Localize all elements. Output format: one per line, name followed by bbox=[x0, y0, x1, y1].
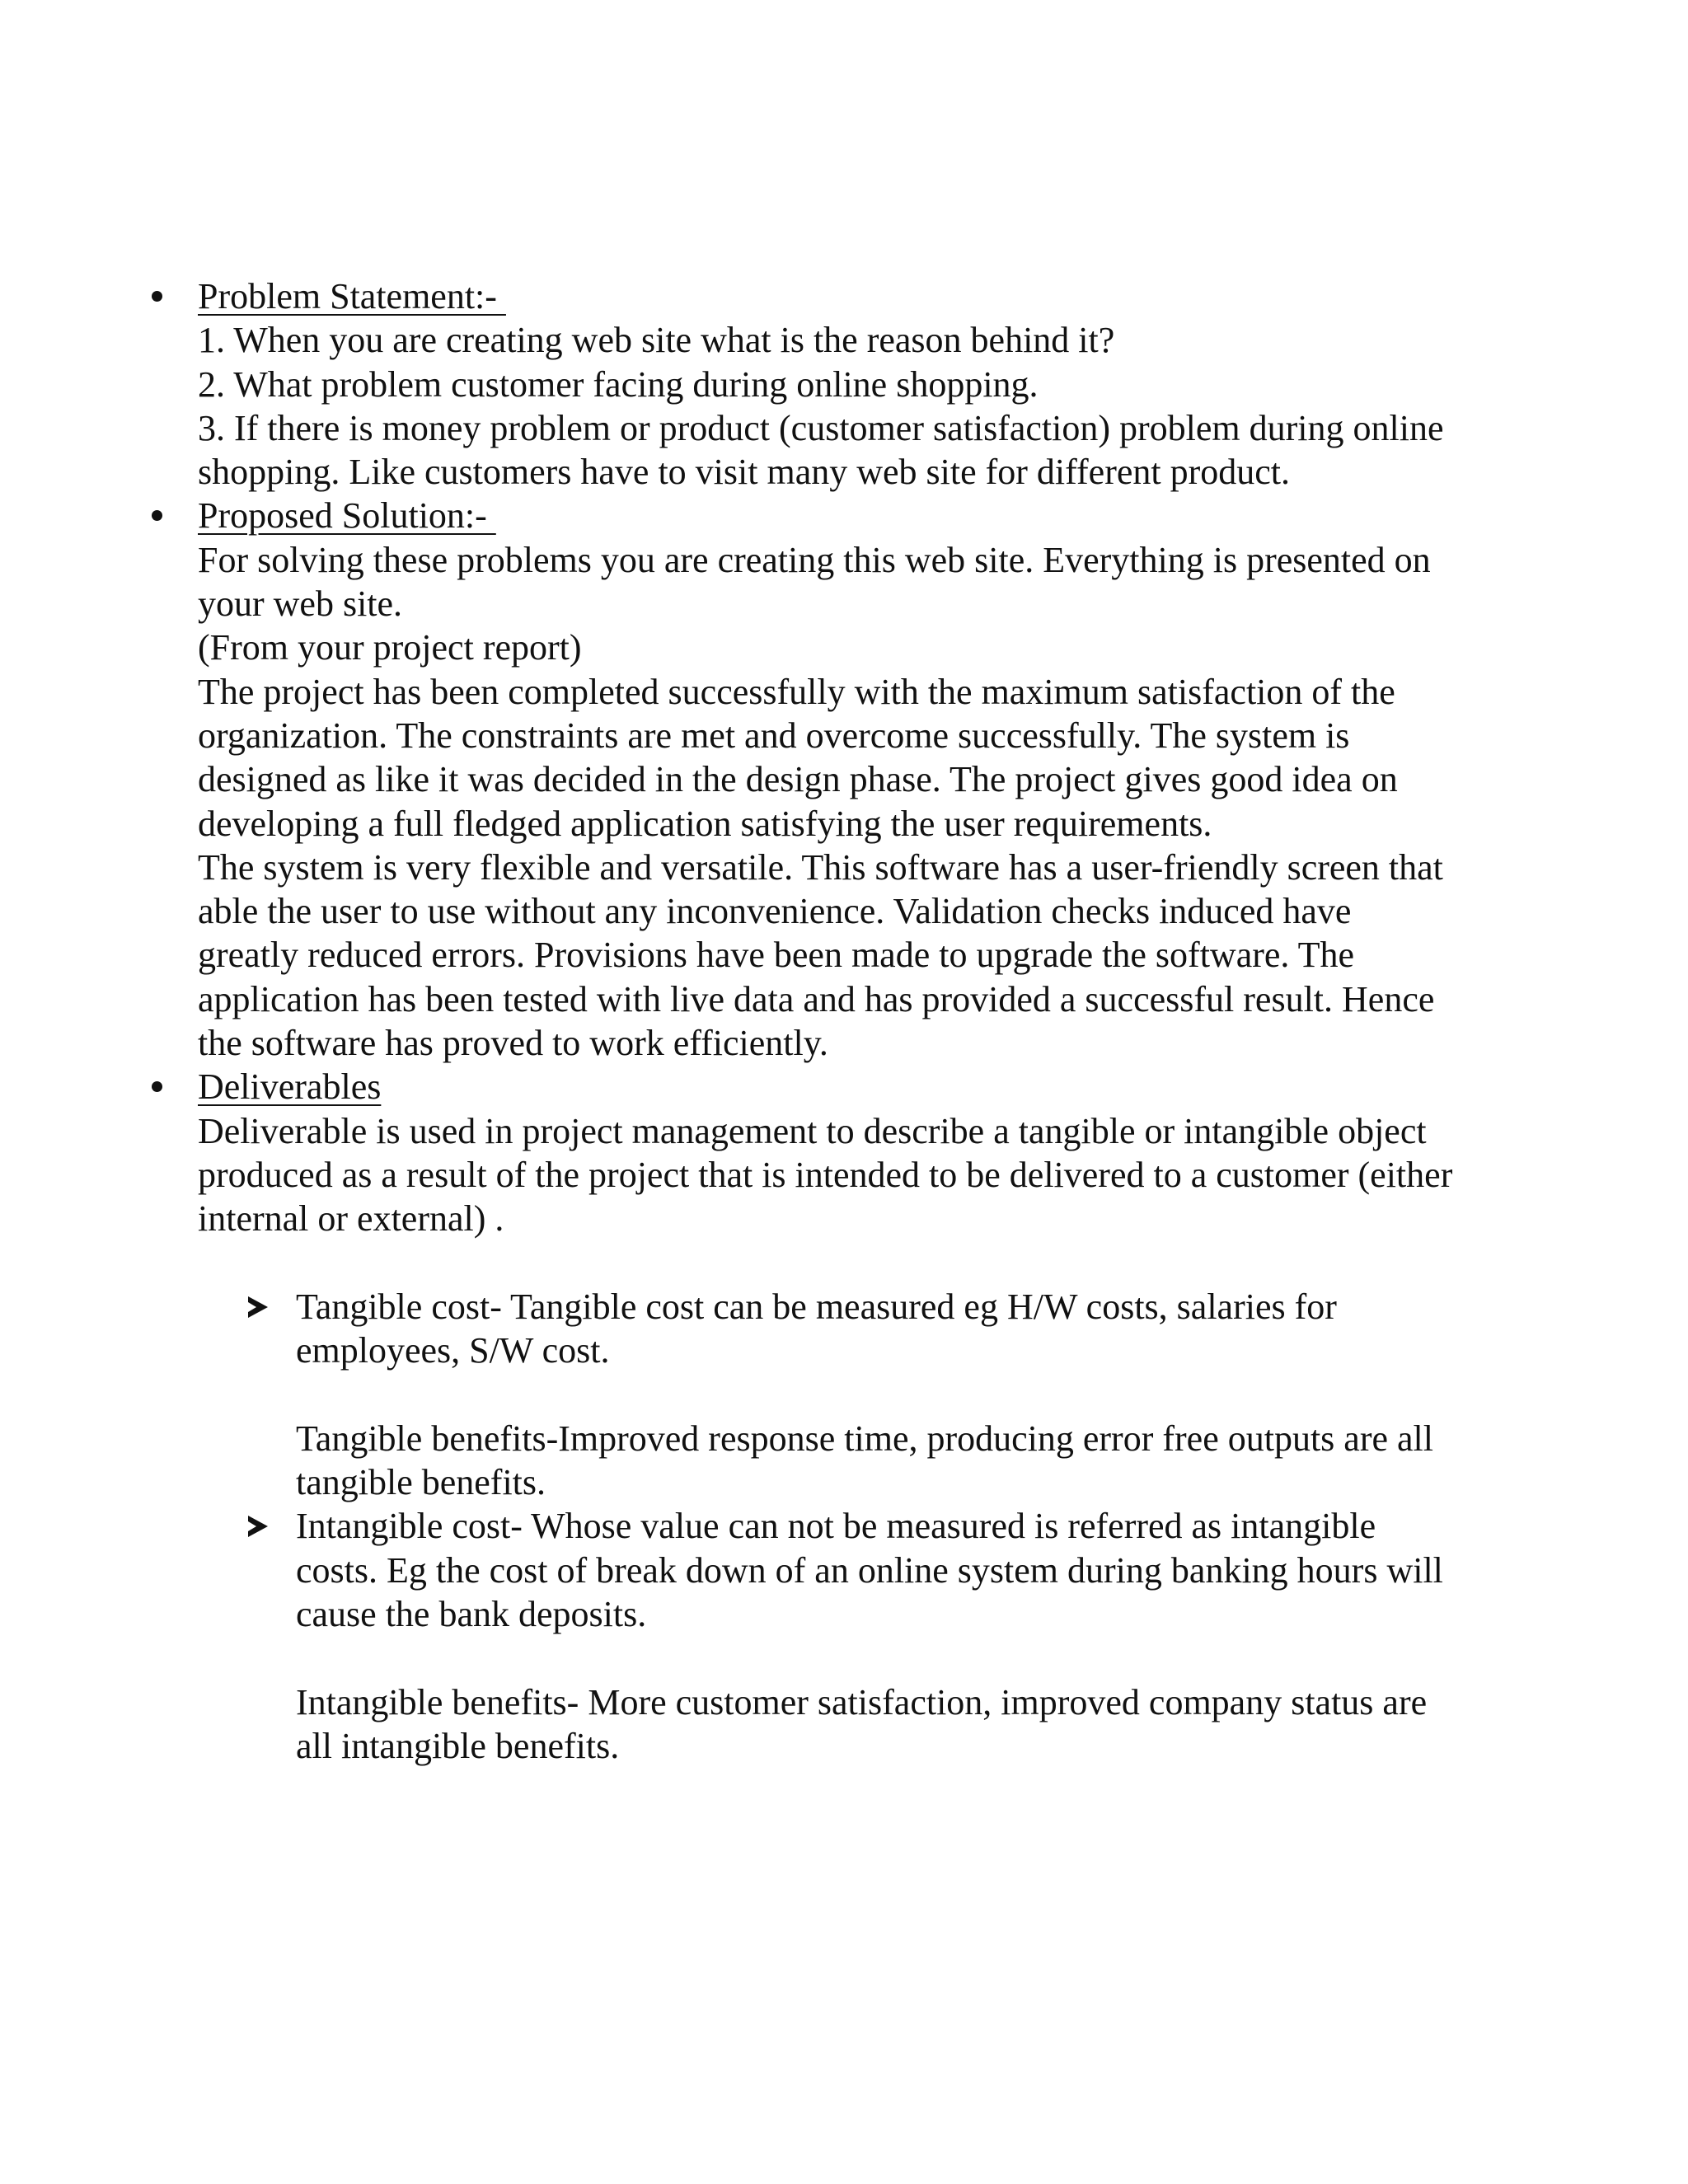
paragraph-gap bbox=[296, 1636, 1550, 1680]
section-deliverables bbox=[198, 1065, 1550, 1240]
text-line: 2. What problem customer facing during online shopping. bbox=[198, 363, 1039, 405]
text-line: designed as like it was decided in the design phase. The project gives good idea on bbox=[198, 759, 1398, 800]
text-line: cause the bank deposits. bbox=[296, 1593, 647, 1634]
text-line: all intangible benefits. bbox=[296, 1725, 620, 1766]
text-line: produced as a result of the project that is intended to be delivered to a customer (either bbox=[198, 1154, 1453, 1195]
text-line: The system is very flexible and versatile. This software has a user-friendly screen that bbox=[198, 846, 1443, 888]
paragraph-gap bbox=[296, 1372, 1550, 1416]
text-line: tangible benefits. bbox=[296, 1462, 546, 1503]
text-line: (From your project report) bbox=[198, 627, 582, 668]
text-line: Deliverable is used in project management to describe a tangible or intangible object bbox=[198, 1110, 1427, 1151]
text-line: developing a full fledged application satisfying the user requirements. bbox=[198, 803, 1212, 844]
section-heading: Deliverables bbox=[198, 1066, 382, 1108]
document-body bbox=[198, 274, 1550, 1768]
deliverables-sub-list bbox=[198, 1285, 1550, 1768]
section-proposed-solution bbox=[198, 494, 1550, 1065]
section-heading: Proposed Solution:- bbox=[198, 495, 496, 537]
text-line: application has been tested with live data and has provided a successful result. Hence bbox=[198, 978, 1435, 1019]
bullet-dot-icon bbox=[152, 291, 162, 302]
section-heading: Problem Statement:- bbox=[198, 276, 506, 316]
text-line: internal or external) . bbox=[198, 1198, 504, 1240]
text-line: costs. Eg the cost of break down of an online system during banking hours will bbox=[296, 1549, 1443, 1591]
text-line: 1. When you are creating web site what is the reason behind it? bbox=[198, 320, 1115, 361]
text-line: Intangible cost- Whose value can not be measured is referred as intangible bbox=[296, 1506, 1376, 1547]
arrow-bullet-icon bbox=[248, 1296, 268, 1318]
text-line: your web site. bbox=[198, 583, 403, 625]
text-line: Intangible benefits- More customer satisfaction, improved company status are bbox=[296, 1681, 1428, 1722]
text-line: For solving these problems you are creating this web site. Everything is presented on bbox=[198, 539, 1431, 580]
section-problem-statement bbox=[198, 274, 1550, 494]
text-line: greatly reduced errors. Provisions have been made to upgrade the software. The bbox=[198, 935, 1355, 976]
sub-item-intangible bbox=[198, 1504, 1550, 1768]
text-line: Tangible benefits-Improved response time, producing error free outputs are all bbox=[296, 1418, 1433, 1459]
text-line: the software has proved to work efficiently. bbox=[198, 1023, 828, 1064]
text-line: Tangible cost- Tangible cost can be measured eg H/W costs, salaries for bbox=[296, 1286, 1337, 1327]
bullet-dot-icon bbox=[152, 510, 162, 521]
text-line: The project has been completed successfully with the maximum satisfaction of the bbox=[198, 671, 1395, 712]
text-line: 3. If there is money problem or product (customer satisfaction) problem during online bbox=[198, 407, 1444, 448]
text-line: shopping. Like customers have to visit many web site for different product. bbox=[198, 452, 1291, 493]
text-line: able the user to use without any inconvenience. Validation checks induced have bbox=[198, 891, 1352, 932]
text-line: employees, S/W cost. bbox=[296, 1330, 610, 1371]
bullet-dot-icon bbox=[152, 1081, 162, 1092]
sub-item-tangible bbox=[198, 1285, 1550, 1504]
text-line: organization. The constraints are met and overcome successfully. The system is bbox=[198, 715, 1350, 756]
arrow-bullet-icon bbox=[248, 1516, 268, 1537]
